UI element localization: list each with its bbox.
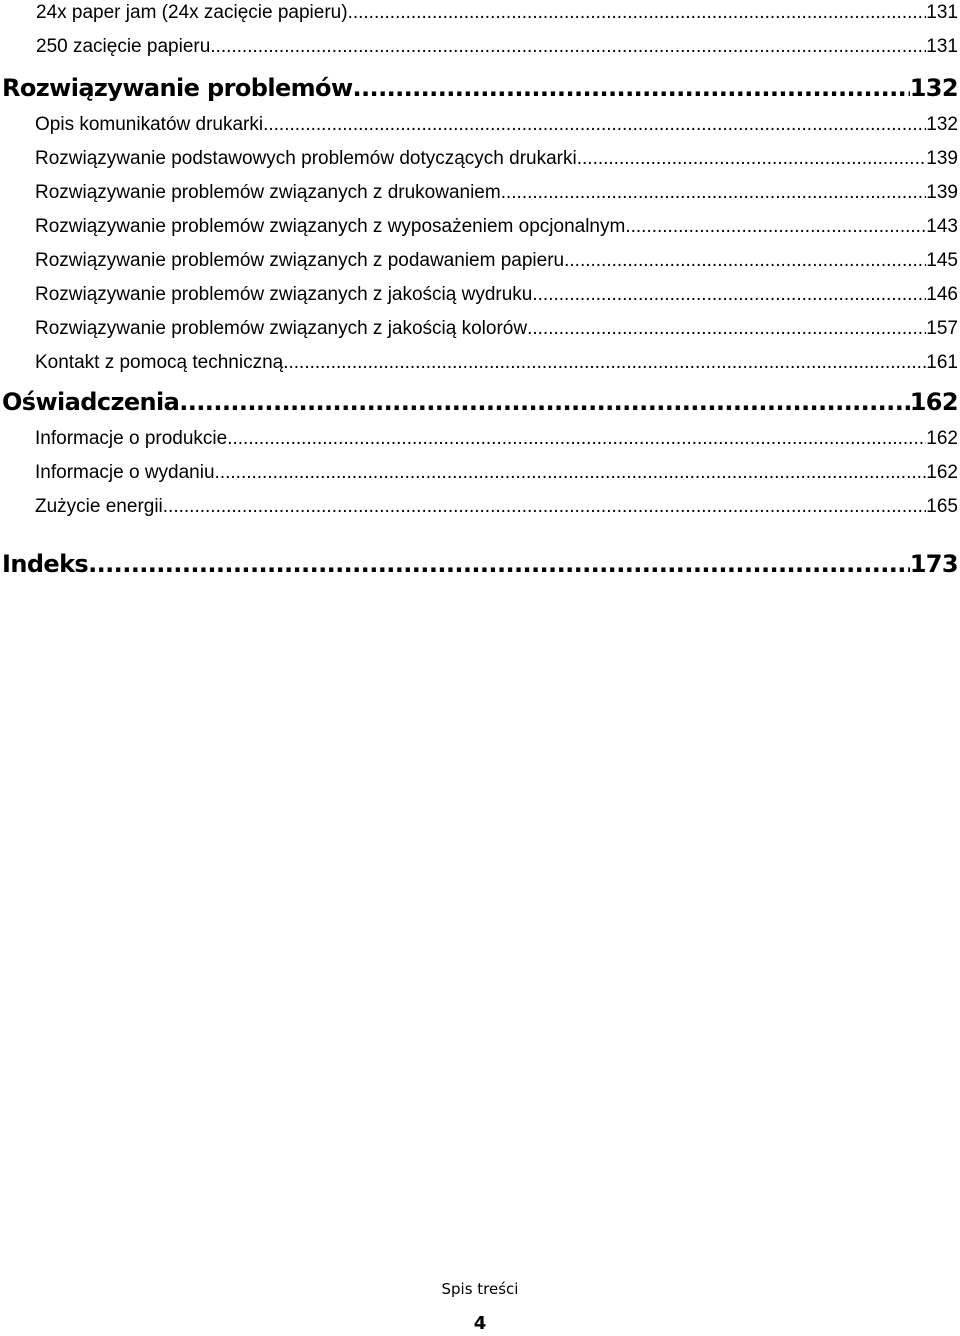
toc-leader-dots: [564, 244, 926, 278]
footer-page-number: 4: [473, 1313, 487, 1334]
toc-entry[interactable]: [0, 422, 958, 456]
toc-entry-title: Informacje o wydaniu: [35, 462, 215, 483]
toc-entry-page: 139: [926, 148, 958, 169]
toc-entry-title: Kontakt z pomocą techniczną: [35, 352, 284, 373]
toc-entry-page: 161: [926, 352, 958, 373]
toc-leader-dots: [215, 456, 927, 490]
toc-leader-dots: [163, 490, 927, 524]
toc-entry-page: 165: [926, 496, 958, 517]
toc-entry-title: Informacje o produkcie: [35, 428, 228, 449]
toc-entry-page: 143: [926, 216, 958, 237]
toc-entry-title: 24x paper jam (24x zacięcie papieru): [36, 2, 348, 23]
toc-entry[interactable]: [0, 244, 958, 278]
toc-entry[interactable]: [0, 108, 958, 142]
toc-entry[interactable]: [0, 490, 958, 524]
toc-entry[interactable]: [0, 456, 958, 490]
toc-leader-dots: [532, 278, 926, 312]
toc-entry-title: Rozwiązywanie problemów związanych z jakością kolorów: [35, 318, 528, 339]
toc-entry-title: Rozwiązywanie problemów związanych z jakością wydruku: [35, 284, 533, 305]
toc-chapter-page: 162: [909, 388, 958, 416]
toc-leader-dots: [501, 176, 927, 210]
footer-section-label: Spis treści: [441, 1280, 519, 1298]
toc-entry-page: 132: [926, 114, 958, 135]
toc-entry[interactable]: [0, 30, 958, 64]
toc-entry[interactable]: [0, 346, 958, 380]
toc-leader-dots: [179, 382, 909, 422]
toc-entry-page: 131: [926, 2, 958, 23]
toc-leader-dots: [210, 30, 926, 64]
toc-chapter[interactable]: [0, 544, 958, 584]
toc-entry[interactable]: [0, 312, 958, 346]
toc-entry-page: 162: [926, 428, 958, 449]
toc-chapter-title: Indeks: [2, 550, 89, 578]
toc-chapter-page: 173: [909, 550, 958, 578]
toc-chapter-page: 132: [909, 74, 958, 102]
toc-entry-title: Rozwiązywanie problemów związanych z podawaniem papieru: [35, 250, 565, 271]
toc-entry[interactable]: [0, 142, 958, 176]
toc-leader-dots: [625, 210, 926, 244]
toc-leader-dots: [348, 0, 927, 30]
toc-entry-page: 162: [926, 462, 958, 483]
toc-leader-dots: [263, 108, 926, 142]
toc-entry-title: Rozwiązywanie problemów związanych z wyposażeniem opcjonalnym: [35, 216, 626, 237]
toc-leader-dots: [577, 142, 927, 176]
toc-leader-dots: [353, 68, 910, 108]
toc-entry-page: 131: [926, 36, 958, 57]
toc-leader-dots: [227, 422, 926, 456]
toc-leader-dots: [283, 346, 926, 380]
toc-entry-title: Zużycie energii: [35, 496, 163, 517]
table-of-contents: [0, 0, 958, 584]
toc-chapter[interactable]: [0, 382, 958, 422]
toc-entry-title: Rozwiązywanie problemów związanych z drukowaniem: [35, 182, 501, 203]
toc-entry-title: Rozwiązywanie podstawowych problemów dotyczących drukarki: [35, 148, 577, 169]
toc-chapter-title: Oświadczenia: [2, 388, 180, 416]
toc-entry[interactable]: [0, 210, 958, 244]
toc-chapter[interactable]: [0, 68, 958, 108]
toc-entry-page: 139: [926, 182, 958, 203]
toc-entry[interactable]: [0, 278, 958, 312]
toc-entry-page: 157: [926, 318, 958, 339]
toc-entry[interactable]: [0, 176, 958, 210]
toc-entry-page: 146: [926, 284, 958, 305]
toc-entry-title: Opis komunikatów drukarki: [35, 114, 264, 135]
toc-entry[interactable]: [0, 0, 958, 30]
toc-leader-dots: [527, 312, 926, 346]
toc-entry-page: 145: [926, 250, 958, 271]
toc-entry-title: 250 zacięcie papieru: [36, 36, 211, 57]
toc-chapter-title: Rozwiązywanie problemów: [2, 74, 353, 102]
toc-leader-dots: [88, 544, 910, 584]
